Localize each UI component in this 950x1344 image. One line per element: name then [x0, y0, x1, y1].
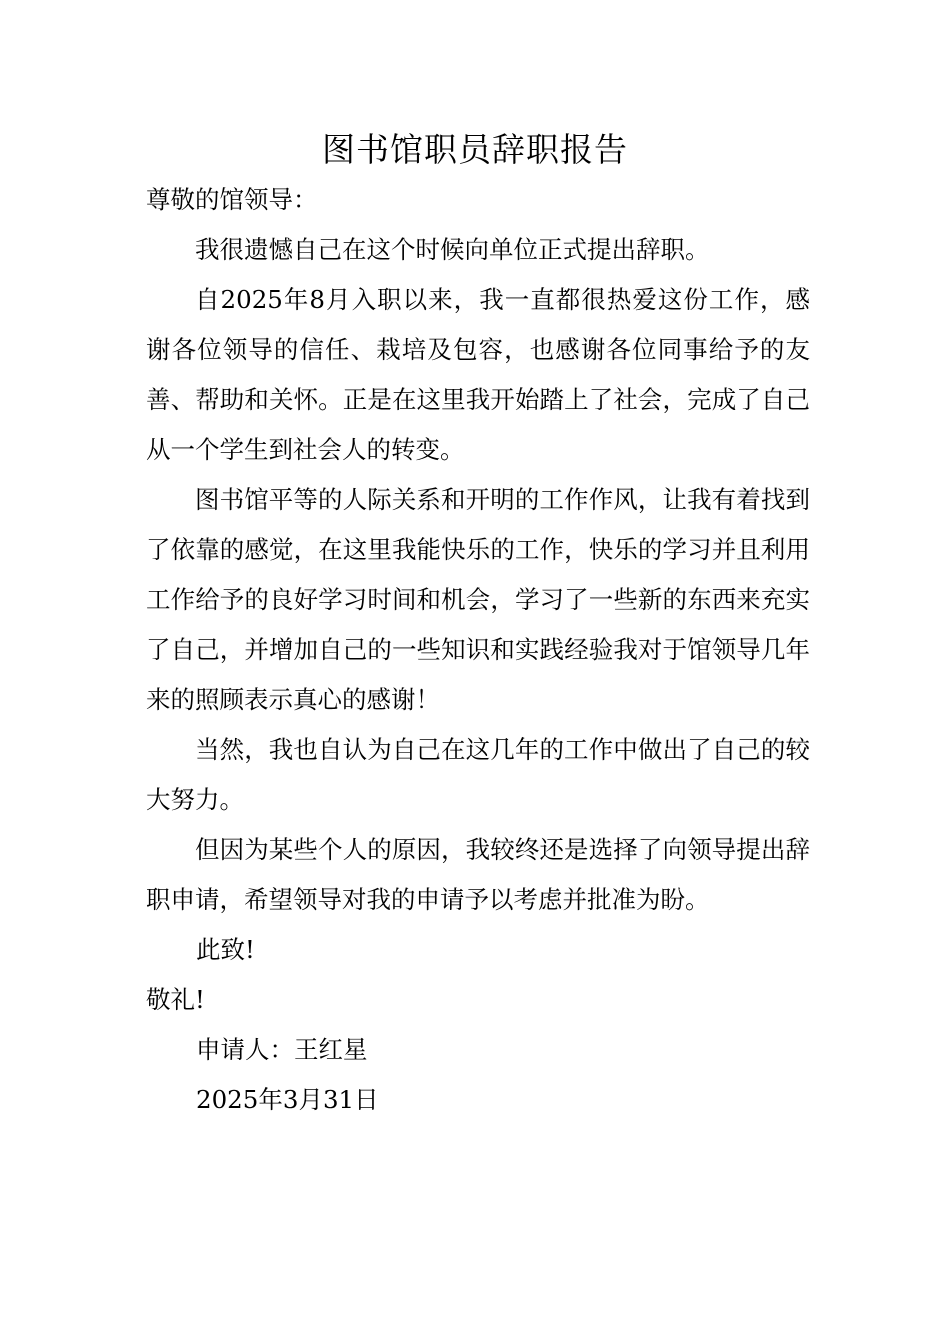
closing-salute: 敬礼! — [146, 985, 205, 1014]
applicant-signature: 申请人：王红星 — [196, 1035, 368, 1064]
paragraph-5: 但因为某些个人的原因，我较终还是选择了向领导提出辞职申请，希望领导对我的申请予以考虑并批准为盼。 — [146, 835, 810, 914]
paragraph-3: 图书馆平等的人际关系和开明的工作作风，让我有着找到了依靠的感觉，在这里我能快乐的工作，快乐的学习并且利用工作给予的良好学习时间和机会，学习了一些新的东西来充实了自己，并增加自己的一些知识和实践经验我对于馆领导几年来的照顾表示真心的感谢！ — [146, 485, 810, 714]
paragraph-2: 自2025年8月入职以来，我一直都很热爱这份工作，感谢各位领导的信任、栽培及包容，也感谢各位同事给予的友善、帮助和关怀。正是在这里我开始踏上了社会，完成了自己从一个学生到社会人的转变。 — [146, 285, 810, 464]
salutation: 尊敬的馆领导： — [146, 185, 318, 214]
closing-greeting: 此致! — [196, 935, 255, 964]
page-title: 图书馆职员辞职报告 — [322, 130, 628, 169]
paragraph-1: 我很遗憾自己在这个时候向单位正式提出辞职。 — [195, 235, 710, 264]
letter-body — [146, 175, 810, 1125]
letter-date: 2025年3月31日 — [196, 1085, 379, 1114]
paragraph-4: 当然，我也自认为自己在这几年的工作中做出了自己的较大努力。 — [146, 735, 810, 814]
